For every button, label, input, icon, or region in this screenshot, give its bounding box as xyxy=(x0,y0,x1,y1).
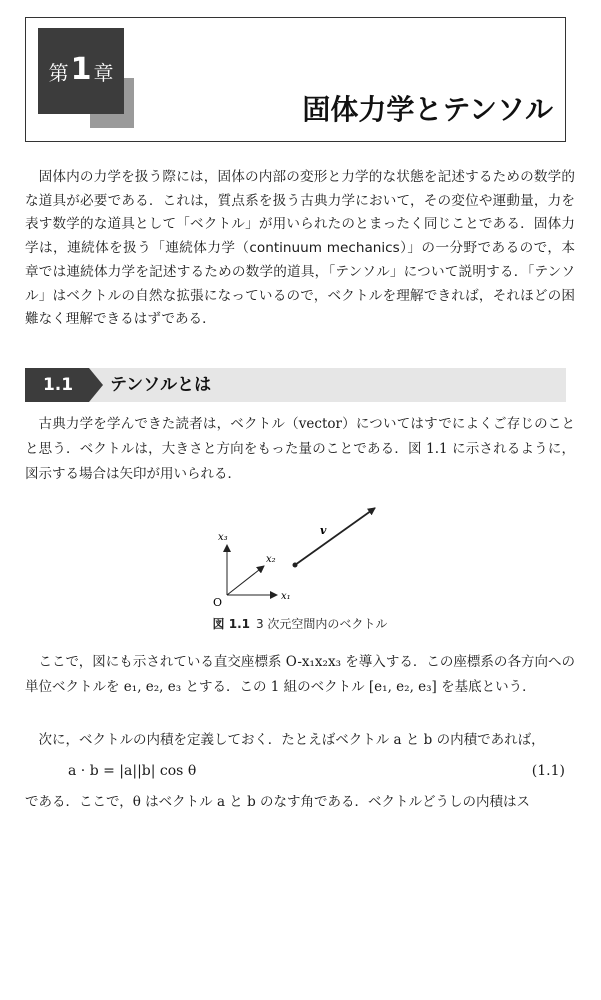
section-title: テンソルとは xyxy=(110,375,212,395)
origin-label: O xyxy=(213,596,223,609)
axis-x2-line xyxy=(227,566,264,595)
body-paragraph-4: である．ここで，θ はベクトル a と b のなす角である．ベクトルどうしの内積はス xyxy=(25,794,531,810)
section-heading-bar xyxy=(25,368,566,402)
paragraph1-before: 古典力学を学んできた読者は，ベクトル（vector）についてはすでによくご存じのことと思う．ベクトルは， xyxy=(25,416,575,457)
figure-caption-label: 図 1.1 xyxy=(212,617,250,631)
axis-x2-label: x₂ xyxy=(266,554,276,565)
paragraph1-emphasis: 大きさと方向をもった量 xyxy=(161,441,313,457)
figure-caption-text: 3 次元空間内のベクトル xyxy=(255,617,388,631)
chapter-number: 1 xyxy=(70,51,92,87)
axis-x1-label: x₁ xyxy=(281,591,291,602)
figure-caption xyxy=(200,615,400,632)
vector-figure xyxy=(200,500,400,610)
vector-v-label: v xyxy=(320,524,327,537)
axis-x3-label: x₃ xyxy=(218,532,228,543)
chapter-prefix: 第 xyxy=(48,60,69,85)
body-paragraph-2: ここで，図にも示されている直交座標系 O-x₁x₂x₃ を導入する．この座標系の各方向への単位ベクトルを e₁, e₂, e₃ とする．この 1 組のベクトル [e₁, e₂, e₃] を基底という． xyxy=(25,654,575,695)
chapter-title: 固体力学とテンソル xyxy=(302,93,553,126)
intro-paragraph: 固体内の力学を扱う際には，固体の内部の変形と力学的な状態を記述するための数学的な道具が必要である．これは，質点系を扱う古典力学において，その変位や運動量，力を表す数学的な道具として「ベクトル」が用いられたのとまったく同じことである．固体力学は，連続体を扱う「連続体力学（continuum mechanics）」の一分野であるので，本章では連続体力学を記述するための数学的道具，「テンソル」について説明する．「テンソル」はベクトルの自然な拡張になっているので，ベクトルを理解できれば，それほどの困難なく理解できるはずである． xyxy=(25,169,575,328)
chapter-suffix: 章 xyxy=(93,60,114,85)
paragraph1-after: のことである．図 1.1 に示されるように，図示する場合は矢印が用いられる． xyxy=(25,441,576,482)
section-number: 1.1 xyxy=(42,375,74,395)
chapter-badge xyxy=(38,28,124,114)
equation-1-1: a · b = |a||b| cos θ xyxy=(68,763,197,779)
vector-v-arrow xyxy=(295,508,375,565)
body-paragraph-1 xyxy=(25,412,575,487)
body-paragraph-3: 次に，ベクトルの内積を定義しておく．たとえばベクトル a と b の内積であれば， xyxy=(38,732,545,748)
equation-number: (1.1) xyxy=(531,763,565,779)
